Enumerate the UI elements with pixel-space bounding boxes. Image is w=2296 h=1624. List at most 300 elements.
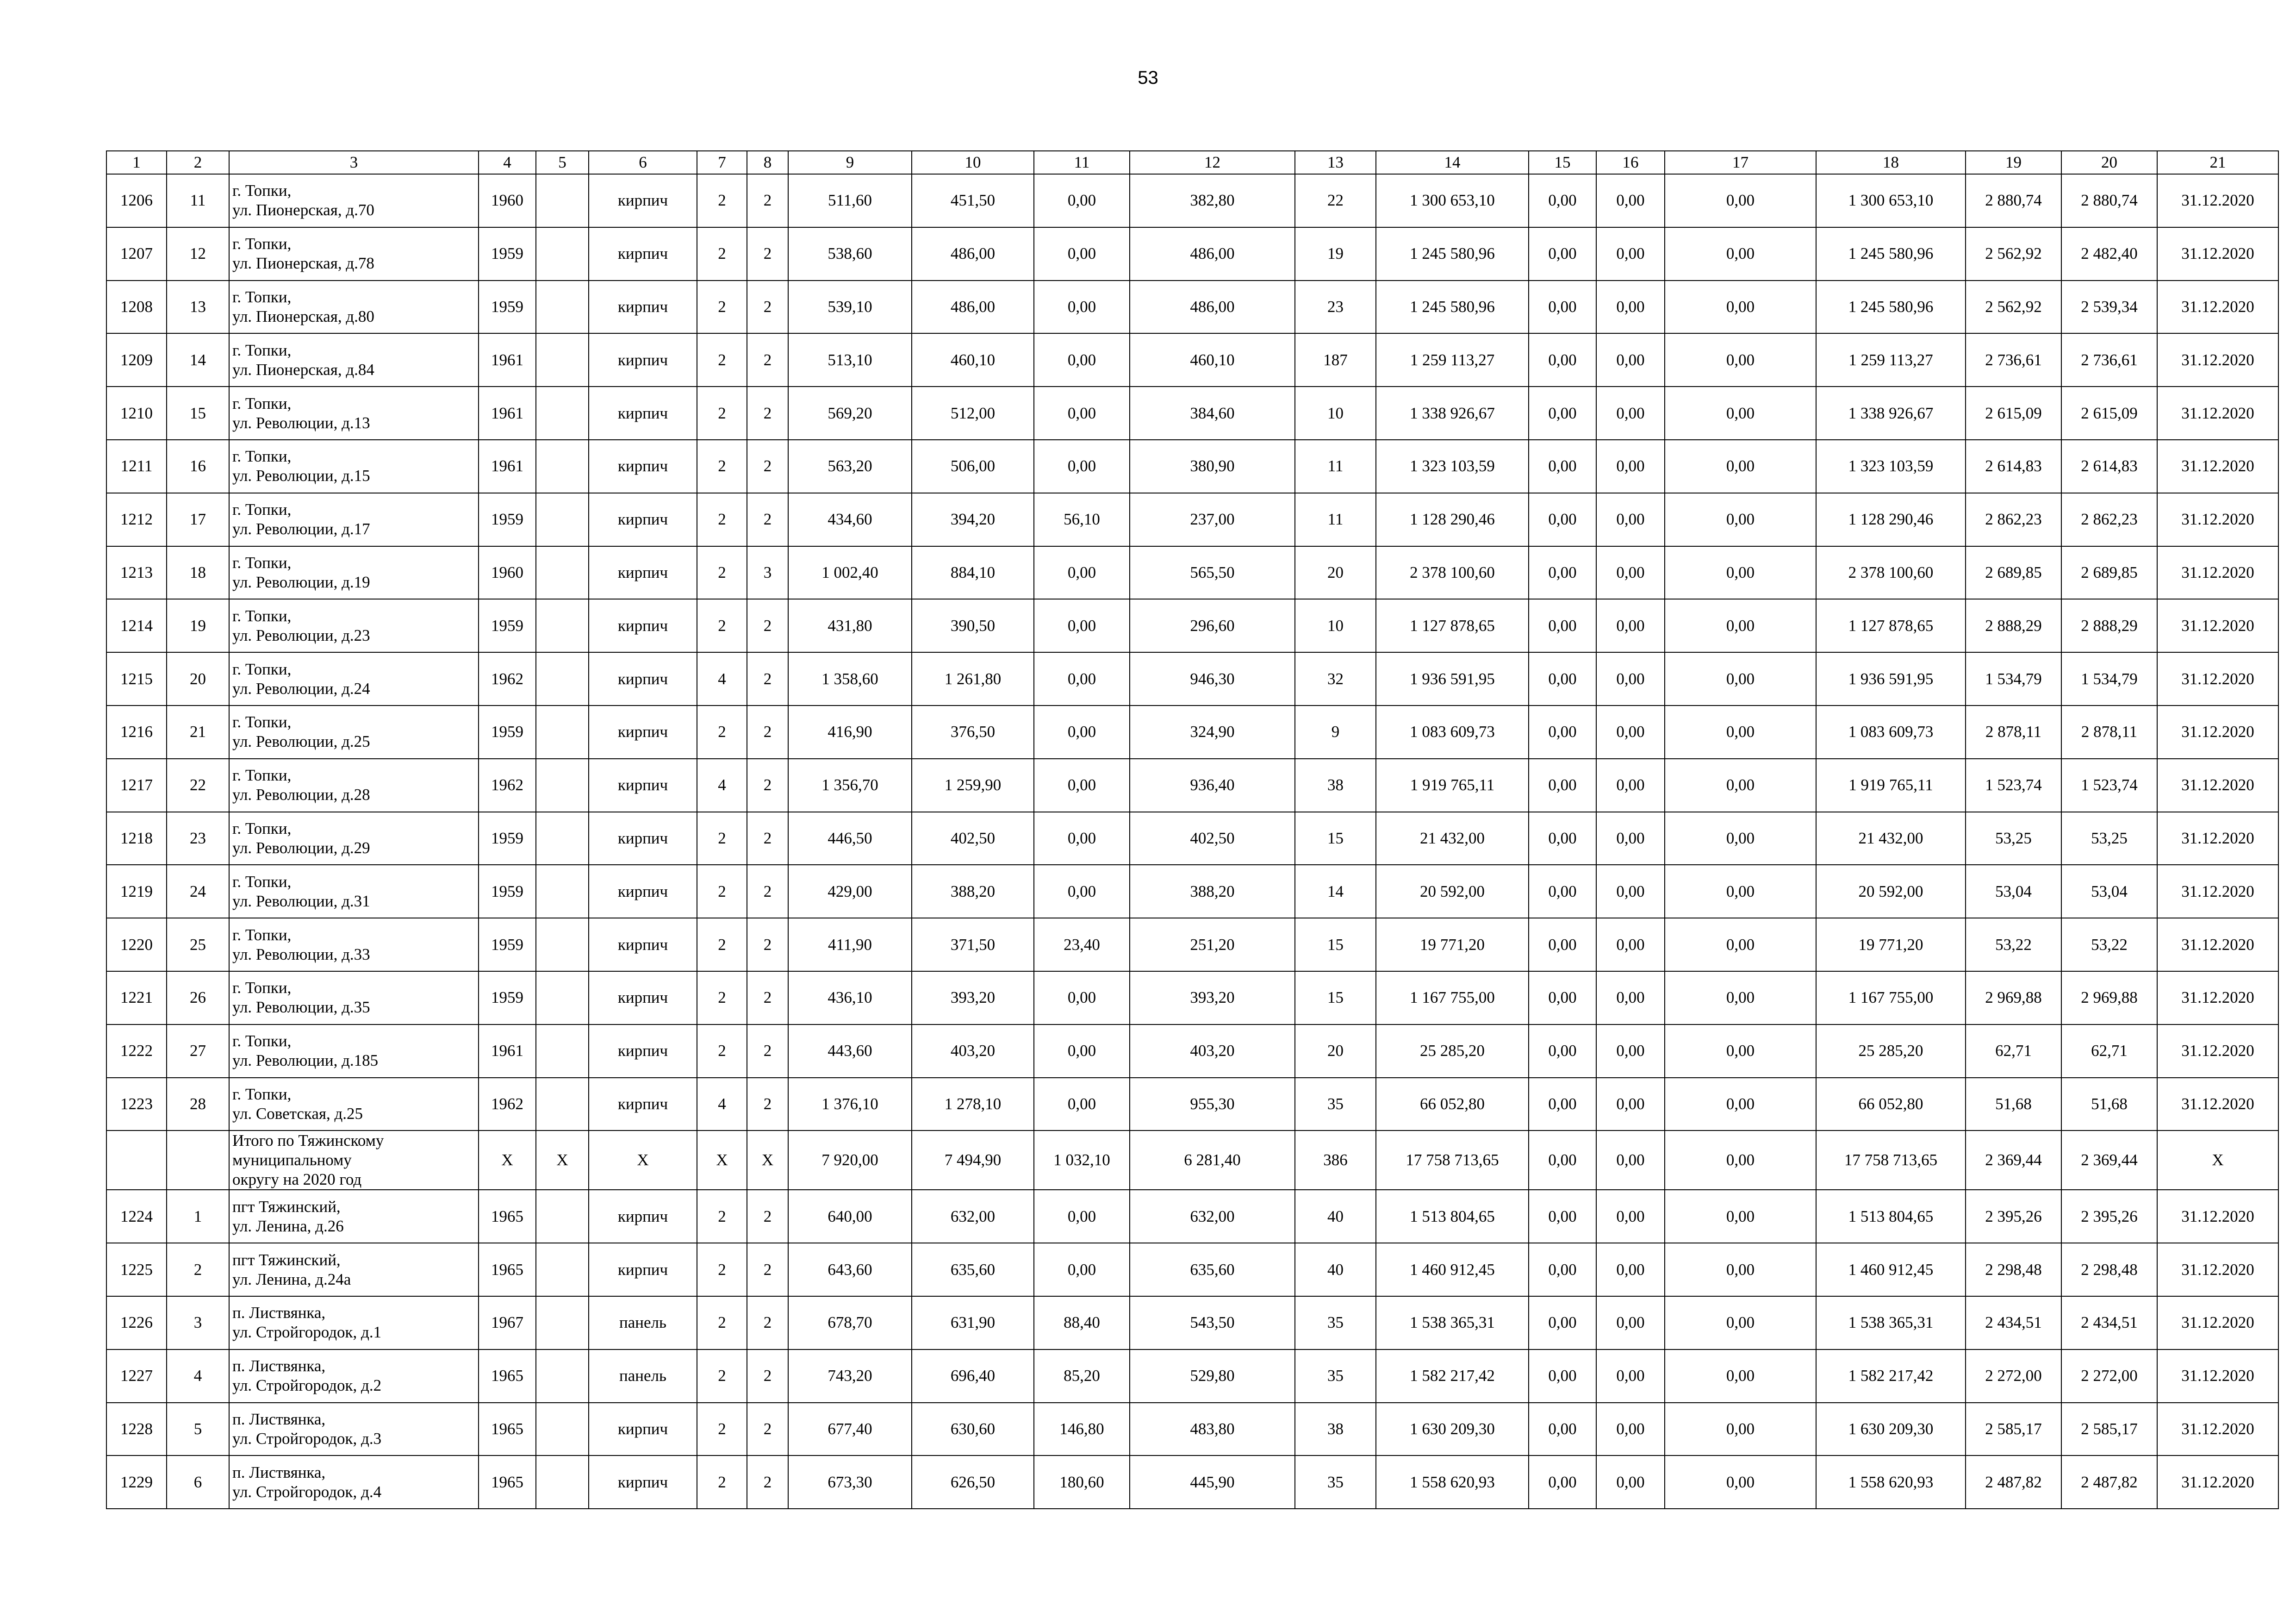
cell-col-11: 0,00 xyxy=(1034,1190,1130,1243)
cell-col-8: 2 xyxy=(747,812,788,865)
cell-col-2: 13 xyxy=(167,281,229,334)
cell-col-2: 28 xyxy=(167,1078,229,1131)
cell-col-6: кирпич xyxy=(589,599,697,652)
column-header-4: 4 xyxy=(479,151,536,174)
cell-col-21: 31.12.2020 xyxy=(2157,865,2278,918)
cell-col-20: 2 487,82 xyxy=(2061,1455,2157,1509)
cell-col-7: 2 xyxy=(697,387,747,440)
cell-col-21: 31.12.2020 xyxy=(2157,281,2278,334)
cell-col-8: 2 xyxy=(747,759,788,812)
cell-col-11: 0,00 xyxy=(1034,1024,1130,1078)
cell-col-7: 2 xyxy=(697,1403,747,1456)
cell-col-13: 35 xyxy=(1295,1078,1376,1131)
table-row xyxy=(106,546,2278,600)
cell-col-9: 431,80 xyxy=(788,599,912,652)
cell-col-2: 12 xyxy=(167,227,229,281)
cell-col-21: 31.12.2020 xyxy=(2157,918,2278,971)
cell-col-4: 1961 xyxy=(479,387,536,440)
cell-col-4: 1962 xyxy=(479,759,536,812)
cell-col-17: 0,00 xyxy=(1665,227,1816,281)
cell-col-21: 31.12.2020 xyxy=(2157,333,2278,387)
cell-col-18: 1 513 804,65 xyxy=(1816,1190,1966,1243)
cell-col-12: 946,30 xyxy=(1130,652,1295,706)
cell-col-5 xyxy=(536,1403,589,1456)
cell-col-8: 2 xyxy=(747,971,788,1024)
cell-col-8: 2 xyxy=(747,281,788,334)
cell-col-16: 0,00 xyxy=(1596,706,1665,759)
cell-col-4: 1960 xyxy=(479,546,536,600)
address-cell xyxy=(229,971,479,1024)
cell-col-17: 0,00 xyxy=(1665,706,1816,759)
cell-col-8: 2 xyxy=(747,865,788,918)
cell-col-14: 20 592,00 xyxy=(1376,865,1529,918)
address-street: ул. Пионерская, д.84 xyxy=(232,360,374,379)
cell-col-13: 32 xyxy=(1295,652,1376,706)
address-locality: г. Топки, xyxy=(232,235,292,253)
cell-col-7: 2 xyxy=(697,174,747,227)
cell-col-16: 0,00 xyxy=(1596,1243,1665,1296)
cell-col-6: панель xyxy=(589,1349,697,1403)
cell-col-14: 25 285,20 xyxy=(1376,1024,1529,1078)
cell-col-10: 506,00 xyxy=(912,440,1034,493)
cell-col-13: 22 xyxy=(1295,174,1376,227)
cell-col-2: 1 xyxy=(167,1190,229,1243)
column-header-14: 14 xyxy=(1376,151,1529,174)
cell-col-4: 1961 xyxy=(479,440,536,493)
cell-col-5 xyxy=(536,387,589,440)
cell-col-15: 0,00 xyxy=(1529,1403,1596,1456)
cell-col-9: 539,10 xyxy=(788,281,912,334)
cell-col-1: 1218 xyxy=(106,812,167,865)
address-cell xyxy=(229,599,479,652)
column-header-5: 5 xyxy=(536,151,589,174)
cell-col-7: 2 xyxy=(697,971,747,1024)
column-header-9: 9 xyxy=(788,151,912,174)
address-street: ул. Революции, д.13 xyxy=(232,413,370,432)
cell-col-20: 2 736,61 xyxy=(2061,333,2157,387)
address-locality: г. Топки, xyxy=(232,447,292,466)
cell-col-12: 460,10 xyxy=(1130,333,1295,387)
cell-col-12: 565,50 xyxy=(1130,546,1295,600)
cell-col-13: 38 xyxy=(1295,759,1376,812)
cell-col-21: 31.12.2020 xyxy=(2157,1190,2278,1243)
cell-col-17: 0,00 xyxy=(1665,281,1816,334)
cell-col-16: 0,00 xyxy=(1596,599,1665,652)
address-locality: п. Листвянка, xyxy=(232,1357,326,1375)
cell-col-6: кирпич xyxy=(589,1455,697,1509)
address-street: ул. Революции, д.15 xyxy=(232,467,370,485)
address-cell xyxy=(229,1403,479,1456)
cell-col-14: 1 460 912,45 xyxy=(1376,1243,1529,1296)
cell-col-11: 23,40 xyxy=(1034,918,1130,971)
cell-col-6: кирпич xyxy=(589,387,697,440)
cell-col-21: 31.12.2020 xyxy=(2157,1078,2278,1131)
cell-col-1: 1222 xyxy=(106,1024,167,1078)
cell-col-19: 1 534,79 xyxy=(1966,652,2061,706)
cell-col-1: 1213 xyxy=(106,546,167,600)
cell-col-15: 0,00 xyxy=(1529,1078,1596,1131)
address-street: ул. Революции, д.31 xyxy=(232,892,370,910)
cell-col-6: кирпич xyxy=(589,546,697,600)
cell-col-20: 2 878,11 xyxy=(2061,706,2157,759)
cell-col-10: 486,00 xyxy=(912,281,1034,334)
cell-col-15: 0,00 xyxy=(1529,706,1596,759)
cell-col-13: 35 xyxy=(1295,1455,1376,1509)
cell-col-4: 1959 xyxy=(479,281,536,334)
cell-col-6: панель xyxy=(589,1296,697,1349)
cell-col-17: 0,00 xyxy=(1665,865,1816,918)
cell-col-4: 1959 xyxy=(479,227,536,281)
address-locality: г. Топки, xyxy=(232,341,292,359)
cell-col-6: кирпич xyxy=(589,1403,697,1456)
cell-col-6: кирпич xyxy=(589,493,697,546)
cell-col-10: 451,50 xyxy=(912,174,1034,227)
cell-col-19: 2 878,11 xyxy=(1966,706,2061,759)
table-row xyxy=(106,599,2278,652)
cell-col-6: кирпич xyxy=(589,759,697,812)
address-cell xyxy=(229,1243,479,1296)
cell-col-6: кирпич xyxy=(589,174,697,227)
cell-col-19: 2 969,88 xyxy=(1966,971,2061,1024)
address-locality: г. Топки, xyxy=(232,1032,292,1050)
cell-col-11: 0,00 xyxy=(1034,971,1130,1024)
cell-col-18: 1 630 209,30 xyxy=(1816,1403,1966,1456)
address-cell xyxy=(229,1349,479,1403)
cell-col-18: 1 323 103,59 xyxy=(1816,440,1966,493)
cell-col-14: 1 338 926,67 xyxy=(1376,387,1529,440)
address-locality: г. Топки, xyxy=(232,925,292,944)
cell-col-16: 0,00 xyxy=(1596,1455,1665,1509)
cell-col-2 xyxy=(167,1131,229,1190)
cell-col-19: 2 298,48 xyxy=(1966,1243,2061,1296)
cell-col-15: 0,00 xyxy=(1529,174,1596,227)
cell-col-1: 1220 xyxy=(106,918,167,971)
cell-col-7: 2 xyxy=(697,812,747,865)
cell-col-9: 678,70 xyxy=(788,1296,912,1349)
cell-col-15: 0,00 xyxy=(1529,1296,1596,1349)
address-cell xyxy=(229,174,479,227)
cell-col-12: 936,40 xyxy=(1130,759,1295,812)
cell-col-21: 31.12.2020 xyxy=(2157,440,2278,493)
cell-col-2: 6 xyxy=(167,1455,229,1509)
address-locality: г. Топки, xyxy=(232,500,292,519)
cell-col-1: 1210 xyxy=(106,387,167,440)
cell-col-11: 0,00 xyxy=(1034,812,1130,865)
cell-col-4: 1962 xyxy=(479,1078,536,1131)
cell-col-13: 19 xyxy=(1295,227,1376,281)
address-street: ул. Пионерская, д.80 xyxy=(232,307,374,325)
address-locality: п. Листвянка, xyxy=(232,1410,326,1428)
column-header-16: 16 xyxy=(1596,151,1665,174)
cell-col-5 xyxy=(536,333,589,387)
cell-col-16: 0,00 xyxy=(1596,174,1665,227)
cell-col-15: 0,00 xyxy=(1529,1455,1596,1509)
cell-col-12: 635,60 xyxy=(1130,1243,1295,1296)
cell-col-11: 0,00 xyxy=(1034,599,1130,652)
cell-col-11: 0,00 xyxy=(1034,1078,1130,1131)
cell-col-1: 1223 xyxy=(106,1078,167,1131)
cell-col-14: 1 259 113,27 xyxy=(1376,333,1529,387)
cell-col-1: 1221 xyxy=(106,971,167,1024)
cell-col-8: 2 xyxy=(747,1078,788,1131)
cell-col-17: 0,00 xyxy=(1665,652,1816,706)
cell-col-14: 1 323 103,59 xyxy=(1376,440,1529,493)
cell-col-15: 0,00 xyxy=(1529,1243,1596,1296)
column-header-13: 13 xyxy=(1295,151,1376,174)
address-locality: г. Топки, xyxy=(232,287,292,306)
address-cell xyxy=(229,759,479,812)
column-header-15: 15 xyxy=(1529,151,1596,174)
cell-col-12: 388,20 xyxy=(1130,865,1295,918)
cell-col-10: 512,00 xyxy=(912,387,1034,440)
cell-col-20: 2 298,48 xyxy=(2061,1243,2157,1296)
cell-col-12: 380,90 xyxy=(1130,440,1295,493)
cell-col-16: 0,00 xyxy=(1596,281,1665,334)
cell-col-8: 2 xyxy=(747,1243,788,1296)
table-row xyxy=(106,333,2278,387)
cell-col-10: 402,50 xyxy=(912,812,1034,865)
table-row xyxy=(106,706,2278,759)
cell-col-2: 16 xyxy=(167,440,229,493)
cell-col-5 xyxy=(536,1024,589,1078)
cell-col-6: кирпич xyxy=(589,1243,697,1296)
cell-col-1 xyxy=(106,1131,167,1190)
cell-col-19: 53,04 xyxy=(1966,865,2061,918)
cell-col-18: 20 592,00 xyxy=(1816,865,1966,918)
cell-col-10: 1 261,80 xyxy=(912,652,1034,706)
cell-col-19: 2 862,23 xyxy=(1966,493,2061,546)
cell-col-6: кирпич xyxy=(589,227,697,281)
cell-col-2: 21 xyxy=(167,706,229,759)
table-row xyxy=(106,1349,2278,1403)
address-locality: г. Топки, xyxy=(232,660,292,678)
cell-col-7: X xyxy=(697,1131,747,1190)
cell-col-20: 2 482,40 xyxy=(2061,227,2157,281)
cell-col-13: 187 xyxy=(1295,333,1376,387)
cell-col-4: 1959 xyxy=(479,918,536,971)
cell-col-13: 15 xyxy=(1295,812,1376,865)
cell-col-14: 66 052,80 xyxy=(1376,1078,1529,1131)
cell-col-8: 2 xyxy=(747,1455,788,1509)
cell-col-20: 2 434,51 xyxy=(2061,1296,2157,1349)
cell-col-6: кирпич xyxy=(589,706,697,759)
cell-col-19: 2 585,17 xyxy=(1966,1403,2061,1456)
column-header-17: 17 xyxy=(1665,151,1816,174)
cell-col-9: 1 376,10 xyxy=(788,1078,912,1131)
cell-col-16: 0,00 xyxy=(1596,812,1665,865)
column-header-21: 21 xyxy=(2157,151,2278,174)
cell-col-6: X xyxy=(589,1131,697,1190)
column-header-11: 11 xyxy=(1034,151,1130,174)
cell-col-6: кирпич xyxy=(589,1078,697,1131)
cell-col-13: 386 xyxy=(1295,1131,1376,1190)
cell-col-5 xyxy=(536,1455,589,1509)
cell-col-20: 51,68 xyxy=(2061,1078,2157,1131)
cell-col-17: 0,00 xyxy=(1665,971,1816,1024)
cell-col-10: 1 278,10 xyxy=(912,1078,1034,1131)
cell-col-7: 2 xyxy=(697,493,747,546)
table-row xyxy=(106,1190,2278,1243)
cell-col-11: 0,00 xyxy=(1034,440,1130,493)
cell-col-9: 643,60 xyxy=(788,1243,912,1296)
cell-col-4: 1959 xyxy=(479,812,536,865)
cell-col-20: 2 888,29 xyxy=(2061,599,2157,652)
cell-col-14: 1 936 591,95 xyxy=(1376,652,1529,706)
cell-col-20: 2 369,44 xyxy=(2061,1131,2157,1190)
cell-col-11: 0,00 xyxy=(1034,652,1130,706)
address-street: ул. Пионерская, д.78 xyxy=(232,254,374,273)
cell-col-18: 1 338 926,67 xyxy=(1816,387,1966,440)
address-cell xyxy=(229,333,479,387)
cell-col-16: 0,00 xyxy=(1596,387,1665,440)
cell-col-18: 1 167 755,00 xyxy=(1816,971,1966,1024)
address-street: ул. Ленина, д.26 xyxy=(232,1217,344,1235)
address-cell xyxy=(229,1078,479,1131)
cell-col-7: 4 xyxy=(697,759,747,812)
address-locality: п. Листвянка, xyxy=(232,1304,326,1322)
cell-col-11: 0,00 xyxy=(1034,281,1130,334)
cell-col-9: 673,30 xyxy=(788,1455,912,1509)
housing-registry-table xyxy=(106,150,2279,1509)
cell-col-1: 1211 xyxy=(106,440,167,493)
cell-col-14: 19 771,20 xyxy=(1376,918,1529,971)
cell-col-21: 31.12.2020 xyxy=(2157,1296,2278,1349)
cell-col-19: 2 689,85 xyxy=(1966,546,2061,600)
address-cell xyxy=(229,865,479,918)
cell-col-14: 1 630 209,30 xyxy=(1376,1403,1529,1456)
cell-col-4: 1965 xyxy=(479,1243,536,1296)
cell-col-11: 0,00 xyxy=(1034,706,1130,759)
address-street: ул. Революции, д.17 xyxy=(232,520,370,538)
cell-col-12: 486,00 xyxy=(1130,281,1295,334)
cell-col-11: 0,00 xyxy=(1034,333,1130,387)
cell-col-9: 1 358,60 xyxy=(788,652,912,706)
address-street: ул. Советская, д.25 xyxy=(232,1104,363,1123)
cell-col-16: 0,00 xyxy=(1596,918,1665,971)
cell-col-15: 0,00 xyxy=(1529,333,1596,387)
table-row xyxy=(106,227,2278,281)
cell-col-4: 1965 xyxy=(479,1455,536,1509)
cell-col-5 xyxy=(536,1243,589,1296)
cell-col-21: 31.12.2020 xyxy=(2157,971,2278,1024)
address-locality: г. Топки, xyxy=(232,979,292,997)
cell-col-18: 21 432,00 xyxy=(1816,812,1966,865)
cell-col-10: 388,20 xyxy=(912,865,1034,918)
table-body xyxy=(106,174,2278,1509)
cell-col-15: 0,00 xyxy=(1529,812,1596,865)
cell-col-17: 0,00 xyxy=(1665,1403,1816,1456)
cell-col-1: 1229 xyxy=(106,1455,167,1509)
address-locality: г. Топки, xyxy=(232,1085,292,1103)
cell-col-21: 31.12.2020 xyxy=(2157,1455,2278,1509)
cell-col-11: 56,10 xyxy=(1034,493,1130,546)
address-cell xyxy=(229,1131,479,1190)
address-cell xyxy=(229,1455,479,1509)
cell-col-16: 0,00 xyxy=(1596,865,1665,918)
cell-col-2: 14 xyxy=(167,333,229,387)
cell-col-10: 632,00 xyxy=(912,1190,1034,1243)
cell-col-11: 85,20 xyxy=(1034,1349,1130,1403)
address-locality: г. Топки, xyxy=(232,819,292,837)
cell-col-16: 0,00 xyxy=(1596,546,1665,600)
table-row xyxy=(106,281,2278,334)
cell-col-15: 0,00 xyxy=(1529,1190,1596,1243)
cell-col-2: 4 xyxy=(167,1349,229,1403)
table-row xyxy=(106,387,2278,440)
column-header-6: 6 xyxy=(589,151,697,174)
cell-col-12: 237,00 xyxy=(1130,493,1295,546)
cell-col-19: 62,71 xyxy=(1966,1024,2061,1078)
cell-col-17: 0,00 xyxy=(1665,174,1816,227)
cell-col-7: 2 xyxy=(697,599,747,652)
cell-col-20: 2 880,74 xyxy=(2061,174,2157,227)
cell-col-9: 743,20 xyxy=(788,1349,912,1403)
cell-col-8: 2 xyxy=(747,918,788,971)
cell-col-12: 384,60 xyxy=(1130,387,1295,440)
cell-col-17: 0,00 xyxy=(1665,812,1816,865)
cell-col-15: 0,00 xyxy=(1529,1024,1596,1078)
cell-col-19: 2 562,92 xyxy=(1966,281,2061,334)
cell-col-2: 2 xyxy=(167,1243,229,1296)
address-cell xyxy=(229,1296,479,1349)
column-header-8: 8 xyxy=(747,151,788,174)
cell-col-4: 1959 xyxy=(479,971,536,1024)
cell-col-10: 376,50 xyxy=(912,706,1034,759)
address-street: ул. Революции, д.24 xyxy=(232,679,370,698)
cell-col-8: 2 xyxy=(747,1296,788,1349)
cell-col-11: 0,00 xyxy=(1034,546,1130,600)
cell-col-4: 1961 xyxy=(479,1024,536,1078)
cell-col-4: 1965 xyxy=(479,1190,536,1243)
cell-col-16: 0,00 xyxy=(1596,1349,1665,1403)
cell-col-16: 0,00 xyxy=(1596,1403,1665,1456)
cell-col-8: 2 xyxy=(747,1024,788,1078)
cell-col-12: 6 281,40 xyxy=(1130,1131,1295,1190)
cell-col-12: 955,30 xyxy=(1130,1078,1295,1131)
cell-col-17: 0,00 xyxy=(1665,493,1816,546)
cell-col-13: 15 xyxy=(1295,971,1376,1024)
cell-col-4: X xyxy=(479,1131,536,1190)
cell-col-6: кирпич xyxy=(589,440,697,493)
cell-col-21: 31.12.2020 xyxy=(2157,1243,2278,1296)
cell-col-5 xyxy=(536,1078,589,1131)
cell-col-21: 31.12.2020 xyxy=(2157,1349,2278,1403)
cell-col-1: 1214 xyxy=(106,599,167,652)
cell-col-4: 1962 xyxy=(479,652,536,706)
cell-col-10: 390,50 xyxy=(912,599,1034,652)
cell-col-11: 0,00 xyxy=(1034,865,1130,918)
cell-col-5 xyxy=(536,652,589,706)
cell-col-5: X xyxy=(536,1131,589,1190)
cell-col-17: 0,00 xyxy=(1665,333,1816,387)
cell-col-15: 0,00 xyxy=(1529,918,1596,971)
column-header-1: 1 xyxy=(106,151,167,174)
cell-col-17: 0,00 xyxy=(1665,1349,1816,1403)
cell-col-10: 884,10 xyxy=(912,546,1034,600)
cell-col-2: 15 xyxy=(167,387,229,440)
address-locality: г. Топки, xyxy=(232,553,292,572)
cell-col-17: 0,00 xyxy=(1665,759,1816,812)
cell-col-13: 20 xyxy=(1295,546,1376,600)
cell-col-18: 25 285,20 xyxy=(1816,1024,1966,1078)
cell-col-6: кирпич xyxy=(589,281,697,334)
cell-col-1: 1226 xyxy=(106,1296,167,1349)
address-street: ул. Революции, д.28 xyxy=(232,786,370,804)
cell-col-10: 1 259,90 xyxy=(912,759,1034,812)
cell-col-20: 53,25 xyxy=(2061,812,2157,865)
cell-col-19: 2 487,82 xyxy=(1966,1455,2061,1509)
address-street: ул. Революции, д.33 xyxy=(232,945,370,963)
